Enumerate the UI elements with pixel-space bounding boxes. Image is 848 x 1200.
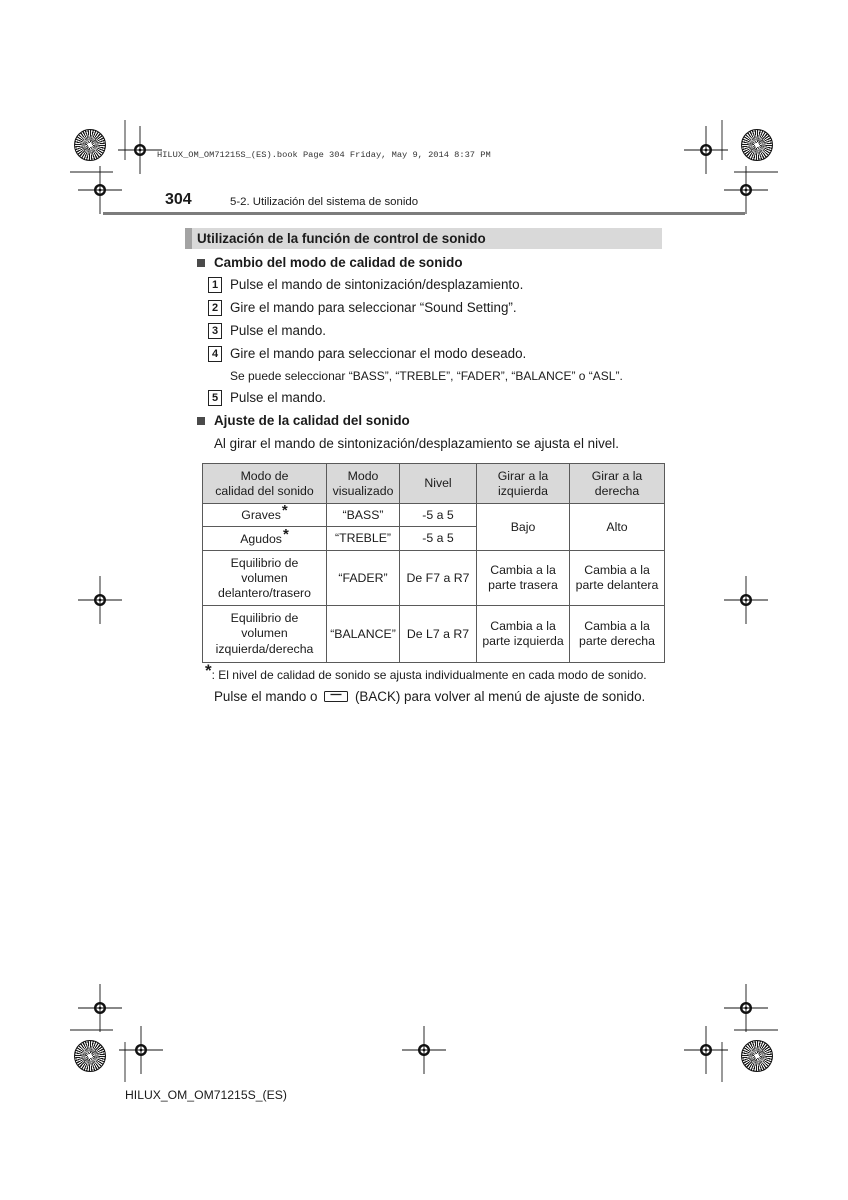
step-text: Pulse el mando.	[230, 390, 327, 405]
table-header-row	[203, 464, 665, 504]
print-slug: HILUX_OM_OM71215S_(ES).book Page 304 Friday, May 9, 2014 8:37 PM	[157, 150, 491, 160]
registration-center	[745, 599, 748, 602]
registration-target-mark	[724, 984, 768, 1032]
table-row	[203, 551, 665, 606]
running-header-section: 5-2. Utilización del sistema de sonido	[230, 196, 419, 208]
registration-inner	[742, 596, 749, 603]
cell-line: Cambia a la	[584, 618, 650, 633]
header-line: izquierda	[498, 483, 548, 498]
square-bullet-icon	[197, 259, 205, 267]
step-note: Se puede seleccionar “BASS”, “TREBLE”, “FADER”, “BALANCE” o “ASL”.	[230, 369, 623, 383]
registration-center	[139, 149, 142, 152]
color-disc-mark	[74, 129, 106, 161]
registration-ring	[700, 144, 712, 156]
header-rule	[103, 212, 745, 215]
step-4	[208, 346, 648, 362]
cell-line: volumen	[241, 626, 288, 641]
registration-center	[99, 599, 102, 602]
cell-mode	[203, 527, 327, 551]
cell-line: izquierda/derecha	[215, 641, 314, 656]
step-number-badge: 1	[208, 277, 222, 293]
cell-left: Bajo	[477, 504, 570, 551]
section-heading-bar	[185, 228, 662, 249]
step-3	[208, 323, 648, 339]
registration-center	[140, 1049, 143, 1052]
cell-level: -5 a 5	[400, 504, 477, 527]
registration-inner	[136, 146, 143, 153]
registration-target-mark	[402, 1026, 446, 1074]
registration-ring	[740, 1002, 752, 1014]
registration-center	[705, 149, 708, 152]
cell-line: Equilibrio de	[230, 555, 299, 570]
table-row	[203, 504, 665, 527]
step-number-badge: 4	[208, 346, 222, 362]
registration-target-mark	[78, 576, 122, 624]
cell-right: Alto	[570, 504, 665, 551]
registration-ring	[135, 1044, 147, 1056]
registration-ring	[94, 1002, 106, 1014]
registration-center	[705, 1049, 708, 1052]
registration-center	[99, 1007, 102, 1010]
cell-line: parte delantera	[575, 578, 659, 592]
cell-line: parte derecha	[579, 634, 655, 648]
registration-inner	[742, 186, 749, 193]
registration-ring	[740, 184, 752, 196]
cell-level: -5 a 5	[400, 527, 477, 551]
step-text: Pulse el mando de sintonización/desplazamiento.	[230, 277, 524, 292]
step-text: Gire el mando para seleccionar “Sound Setting”.	[230, 300, 517, 315]
registration-inner	[742, 1004, 749, 1011]
section-heading: Utilización de la función de control de sonido	[197, 231, 486, 246]
registration-ring	[700, 1044, 712, 1056]
table-head	[203, 464, 665, 504]
cell-line: Cambia a la	[584, 563, 650, 577]
cell-mode	[203, 551, 327, 606]
step-number-badge: 5	[208, 390, 222, 406]
cell-left	[477, 551, 570, 606]
registration-inner	[96, 186, 103, 193]
cell-line: Cambia a la	[490, 618, 556, 633]
registration-center	[745, 1007, 748, 1010]
registration-ring	[134, 144, 146, 156]
cell-text: Graves	[241, 508, 281, 522]
header-line: Nivel	[424, 476, 452, 490]
cell-right	[570, 606, 665, 663]
back-button-icon	[324, 691, 348, 702]
registration-center	[99, 189, 102, 192]
header-line: Girar a la	[591, 468, 643, 483]
header-line: Modo de	[240, 468, 289, 483]
step-number-badge: 2	[208, 300, 222, 316]
registration-inner	[702, 1046, 709, 1053]
registration-ring	[418, 1044, 430, 1056]
step-1	[208, 277, 648, 293]
section-heading-accent	[185, 228, 192, 249]
back-instruction	[214, 689, 645, 705]
registration-ring	[94, 594, 106, 606]
page-number: 304	[165, 191, 192, 208]
footnote	[205, 661, 647, 683]
footnote-text: : El nivel de calidad de sonido se ajusta individualmente en cada modo de sonido.	[211, 668, 647, 682]
back-button-icon-graphic	[324, 691, 348, 702]
color-disc-mark	[74, 1040, 106, 1072]
asterisk-mark: *	[281, 502, 288, 519]
back-button-outline	[325, 692, 348, 702]
registration-target-mark	[78, 166, 122, 214]
registration-center	[745, 189, 748, 192]
header-line: derecha	[594, 483, 640, 498]
registration-target-mark	[118, 126, 162, 174]
color-disc-mark	[741, 1040, 773, 1072]
cell-left	[477, 606, 570, 663]
cell-mode	[203, 606, 327, 663]
cell-line: volumen	[241, 570, 288, 585]
registration-inner	[137, 1046, 144, 1053]
registration-target-mark	[684, 1026, 728, 1074]
cell-mode	[203, 504, 327, 527]
cell-line: Equilibrio de	[230, 610, 299, 625]
back-instruction-text-before: Pulse el mando o	[214, 689, 318, 704]
cell-display: “BASS”	[327, 504, 400, 527]
header-line: Girar a la	[497, 468, 549, 483]
step-2	[208, 300, 648, 316]
cell-text: Agudos	[240, 531, 282, 546]
registration-target-mark	[684, 126, 728, 174]
sound-quality-table	[202, 463, 665, 663]
step-5	[208, 390, 648, 406]
step-text: Pulse el mando.	[230, 323, 327, 338]
back-instruction-text-after: (BACK) para volver al menú de ajuste de sonido.	[354, 689, 646, 704]
subsection-title-mode-change: Cambio del modo de calidad de sonido	[214, 255, 463, 270]
square-bullet-icon	[197, 417, 205, 425]
registration-inner	[420, 1046, 427, 1053]
header-cell-level	[400, 464, 477, 504]
table-body	[203, 504, 665, 663]
registration-ring	[94, 184, 106, 196]
table-row	[203, 606, 665, 663]
asterisk-mark: *	[282, 525, 289, 543]
subsection-title-quality-adjust: Ajuste de la calidad del sonido	[214, 413, 410, 428]
step-text: Gire el mando para seleccionar el modo deseado.	[230, 346, 527, 361]
registration-target-mark	[724, 166, 768, 214]
cell-right	[570, 551, 665, 606]
step-number-badge: 3	[208, 323, 222, 339]
registration-inner	[96, 1004, 103, 1011]
cell-display: “TREBLE”	[327, 527, 400, 551]
color-disc-mark	[741, 129, 773, 161]
cell-line: parte izquierda	[482, 634, 564, 648]
header-line: visualizado	[332, 483, 394, 498]
registration-ring	[740, 594, 752, 606]
header-cell-left	[477, 464, 570, 504]
registration-target-mark	[119, 1026, 163, 1074]
header-line: calidad del sonido	[215, 483, 314, 498]
header-cell-display	[327, 464, 400, 504]
registration-center	[423, 1049, 426, 1052]
footnote-marker: *	[205, 661, 212, 680]
header-cell-mode	[203, 464, 327, 504]
header-line: Modo	[347, 468, 379, 483]
cell-display: “FADER”	[327, 551, 400, 606]
cell-line: delantero/trasero	[218, 585, 311, 600]
cell-level: De L7 a R7	[400, 606, 477, 663]
cell-line: parte trasera	[488, 578, 558, 592]
page-footer: HILUX_OM_OM71215S_(ES)	[125, 1088, 287, 1102]
cell-line: Cambia a la	[490, 563, 556, 577]
registration-inner	[702, 146, 709, 153]
cell-level: De F7 a R7	[400, 551, 477, 606]
quality-adjust-intro: Al girar el mando de sintonización/desplazamiento se ajusta el nivel.	[214, 436, 619, 451]
registration-target-mark	[724, 576, 768, 624]
registration-target-mark	[78, 984, 122, 1032]
registration-inner	[96, 596, 103, 603]
header-cell-right	[570, 464, 665, 504]
cell-display: “BALANCE”	[327, 606, 400, 663]
